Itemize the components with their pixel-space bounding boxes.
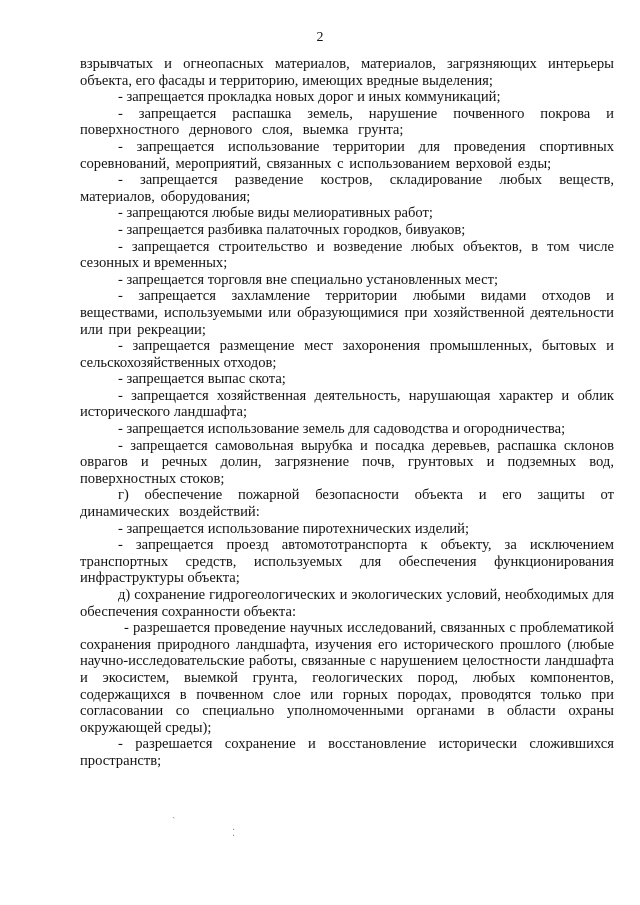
paragraph-15: - запрещается самовольная вырубка и посадка деревьев, распашка склонов оврагов и речных долин, загрязнение почв, грунтовых и подземных вод, поверхностных стоков;: [80, 437, 614, 487]
page-body: [80, 56, 614, 770]
paragraph-10: - запрещается захламление территории любыми видами отходов и веществами, используемыми или образующимися при хозяйственной деятельности или при рекреации;: [80, 288, 614, 338]
paragraph-16: г) обеспечение пожарной безопасности объекта и его защиты от динамических воздействий:: [80, 487, 614, 521]
paragraph-12: - запрещается выпас скота;: [118, 371, 286, 388]
paragraph-4: - запрещается использование территории для проведения спортивных соревнований, мероприятий, связанных с использованием верховой езды;: [80, 138, 614, 172]
paragraph-14: - запрещается использование земель для садоводства и огородничества;: [118, 421, 566, 438]
paragraph-5: - запрещается разведение костров, складирование любых веществ, материалов, оборудования;: [80, 172, 614, 205]
paragraph-3: - запрещается распашка земель, нарушение почвенного покрова и поверхностного дернового слоя, выемка грунта;: [80, 105, 614, 139]
paragraph-6: - запрещаются любые виды мелиоративных работ;: [118, 205, 433, 222]
paragraph-19: д) сохранение гидрогеологических и экологических условий, необходимых для обеспечения сохранности объекта:: [80, 587, 614, 620]
paragraph-1: взрывчатых и огнеопасных материалов, материалов, загрязняющих интерьеры объекта, его фасады и территорию, имеющих вредные выделения;: [80, 56, 614, 89]
paragraph-20: - разрешается проведение научных исследований, связанных с проблематикой сохранения природного ландшафта, изучения его исторического прошлого (любые научно-исследовательские работы, связанные с нарушением целостности ландшафта и экосистем, выемкой грунта, геологических пород, любых компонентов, содержащихся в почвенном слое или горных породах, проводятся только при согласовании со специально уполномоченными органами в области охраны окружающей среды);: [80, 620, 614, 736]
paragraph-7: - запрещается разбивка палаточных городков, бивуаков;: [118, 221, 466, 238]
scan-speck: ˎ: [172, 808, 176, 819]
paragraph-18: - запрещается проезд автомототранспорта к объекту, за исключением транспортных средств, используемых для обеспечения функционирования инфраструктуры объекта;: [80, 537, 614, 587]
paragraph-11: - запрещается размещение мест захоронения промышленных, бытовых и сельскохозяйственных отходов;: [80, 338, 614, 371]
scan-speck: ⁚: [232, 828, 236, 839]
paragraph-2: - запрещается прокладка новых дорог и иных коммуникаций;: [118, 89, 501, 106]
page-number: 2: [316, 30, 324, 45]
paragraph-21: - разрешается сохранение и восстановление исторически сложившихся пространств;: [80, 736, 614, 769]
paragraph-13: - запрещается хозяйственная деятельность, нарушающая характер и облик исторического ландшафта;: [80, 387, 614, 421]
paragraph-9: - запрещается торговля вне специально установленных мест;: [118, 271, 499, 288]
paragraph-17: - запрещается использование пиротехнических изделий;: [118, 520, 470, 537]
paragraph-8: - запрещается строительство и возведение любых объектов, в том числе сезонных и временных;: [80, 238, 614, 272]
